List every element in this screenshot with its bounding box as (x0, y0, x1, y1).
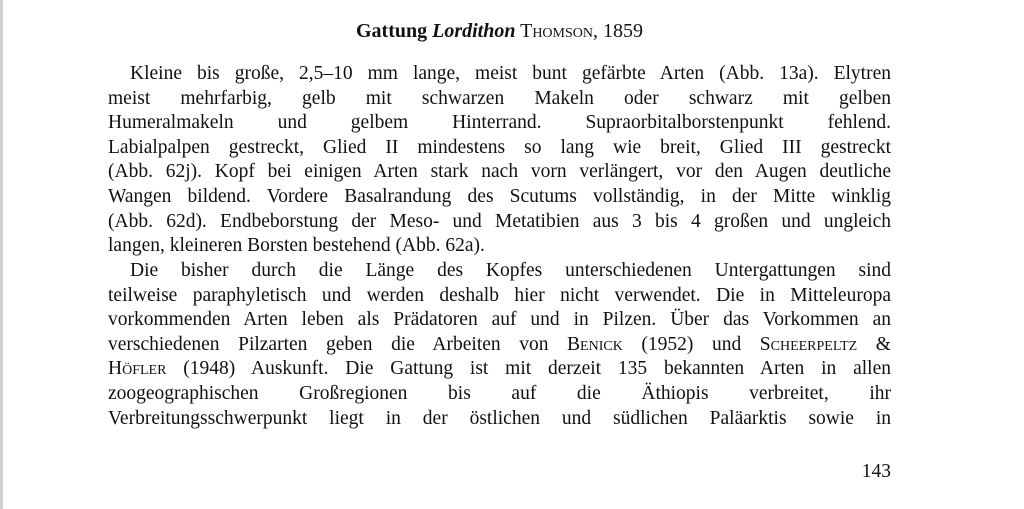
text-line: Labialpalpen gestreckt, Glied II mindestens so lang wie breit, Glied III gestreckt (108, 136, 891, 158)
text-line-with-citation (108, 333, 891, 358)
document-page (108, 0, 891, 509)
text-line: Kleine bis große, 2,5–10 mm lange, meist bunt gefärbte Arten (Abb. 13a). Elytren (130, 63, 891, 84)
text-line: vorkommenden Arten leben als Prädatoren auf und in Pilzen. Über das Vorkommen an (108, 309, 891, 331)
text-line: (Abb. 62d). Endbeborstung der Meso- und Metatibien aus 3 bis 4 großen und ungleich (108, 210, 891, 232)
text-line: (Abb. 62j). Kopf bei einigen Arten stark nach vorn verlängert, vor den Augen deutliche (108, 161, 891, 183)
text-line: Die bisher durch die Länge des Kopfes unterschiedenen Untergattungen sind (130, 260, 891, 281)
text-segment: (1952) und (622, 333, 760, 355)
text-line: zoogeographischen Großregionen bis auf die Äthiopis verbreitet, ihr (108, 382, 891, 404)
text-line: meist mehrfarbig, gelb mit schwarzen Makeln oder schwarz mit gelben (108, 87, 891, 109)
text-line-with-citation (108, 357, 891, 382)
text-line: teilweise paraphyletisch und werden deshalb hier nicht verwendet. Die in Mitteleuropa (108, 284, 891, 306)
citation-author-benick: Benick (567, 333, 623, 355)
section-heading (108, 18, 891, 44)
text-line: langen, kleineren Borsten bestehend (Abb. 62a). (108, 235, 485, 257)
text-line: Verbreitungsschwerpunkt liegt in der östlichen und südlichen Paläarktis sowie in (108, 407, 891, 429)
text-segment: & (857, 333, 891, 355)
page-number: 143 (861, 461, 891, 482)
heading-genus: Lordithon (432, 20, 516, 42)
heading-year: , 1859 (593, 20, 643, 42)
scan-edge (0, 0, 3, 509)
heading-author: Thomson (515, 20, 593, 42)
paragraph-biology (108, 259, 891, 431)
text-line: Wangen bildend. Vordere Basalrandung des Scutums vollständig, in der Mitte winklig (108, 185, 891, 207)
citation-author-scheerpeltz: Scheerpeltz (759, 333, 858, 355)
citation-author-hoefler: Höfler (108, 358, 167, 380)
text-segment: (1948) Auskunft. Die Gattung ist mit derzeit 135 bekannten Arten in allen (166, 358, 891, 380)
text-segment: verschiedenen Pilzarten geben die Arbeiten von (108, 333, 568, 355)
text-line: Humeralmakeln und gelbem Hinterrand. Supraorbitalborstenpunkt fehlend. (108, 112, 891, 134)
paragraph-description (108, 62, 891, 259)
heading-prefix: Gattung (355, 20, 433, 42)
